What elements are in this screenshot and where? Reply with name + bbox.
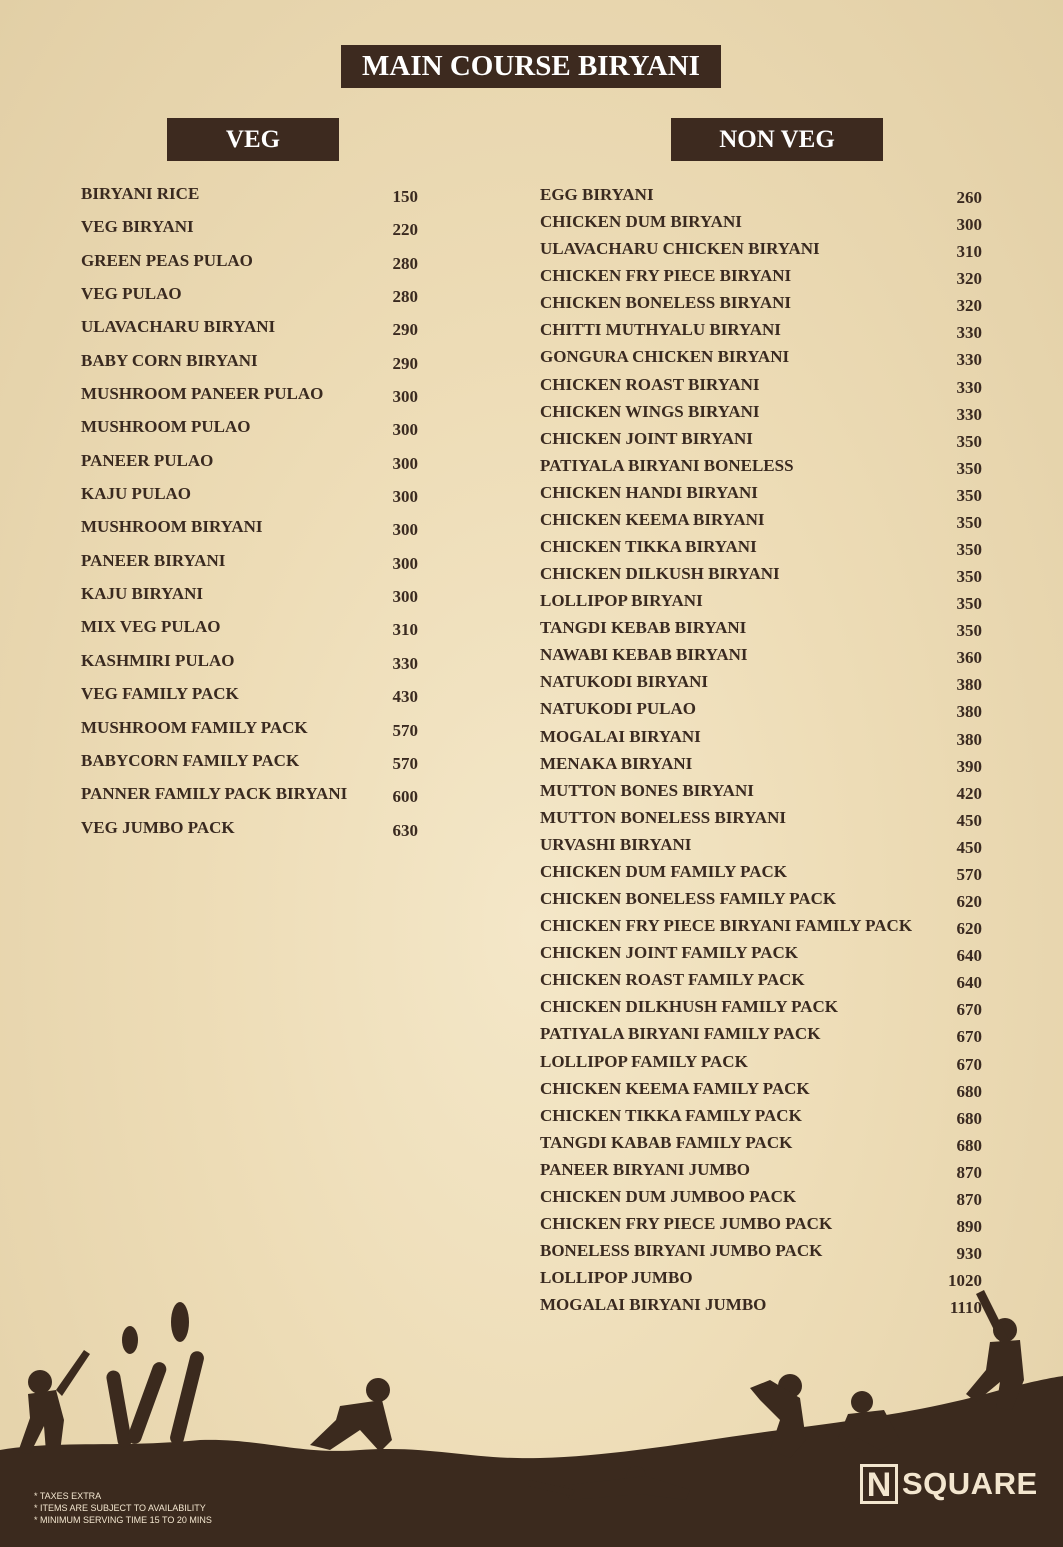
veg-menu-list (81, 184, 418, 851)
menu-item-price: 350 (956, 540, 982, 560)
menu-item-price: 870 (956, 1189, 982, 1209)
menu-item-price: 320 (956, 296, 982, 316)
menu-item-name: CHICKEN DILKHUSH FAMILY PACK (540, 997, 838, 1017)
menu-item (540, 997, 982, 1024)
nonveg-heading: NON VEG (671, 118, 883, 161)
menu-item-price: 640 (956, 973, 982, 993)
menu-item (540, 1241, 982, 1268)
menu-item-name: PANEER BIRYANI (81, 550, 226, 570)
menu-item (540, 1079, 982, 1106)
menu-item (81, 784, 418, 817)
menu-item (540, 889, 982, 916)
menu-item-price: 300 (392, 487, 418, 507)
menu-item-price: 300 (956, 215, 982, 235)
menu-item-price: 630 (392, 820, 418, 840)
menu-item-price: 320 (956, 269, 982, 289)
menu-item (540, 618, 982, 645)
menu-item-price: 350 (956, 485, 982, 505)
menu-item-price: 380 (956, 729, 982, 749)
menu-item-price: 350 (956, 621, 982, 641)
menu-item (81, 251, 418, 284)
menu-item-name: CHICKEN HANDI BIRYANI (540, 482, 758, 502)
menu-item-name: GONGURA CHICKEN BIRYANI (540, 347, 790, 367)
menu-item-price: 640 (956, 946, 982, 966)
menu-item (540, 456, 982, 483)
menu-item-name: MUTTON BONELESS BIRYANI (540, 807, 786, 827)
menu-item-name: CHICKEN FRY PIECE BIRYANI (540, 266, 792, 286)
menu-item-name: CHICKEN JOINT FAMILY PACK (540, 943, 799, 963)
menu-item (540, 1024, 982, 1051)
menu-item (81, 517, 418, 550)
menu-item-name: CHICKEN DUM BIRYANI (540, 212, 742, 232)
menu-item (81, 317, 418, 350)
menu-item-name: LOLLIPOP JUMBO (540, 1268, 693, 1288)
menu-item-name: VEG PULAO (81, 284, 182, 304)
menu-item (81, 684, 418, 717)
menu-item-price: 450 (956, 837, 982, 857)
menu-item-price: 420 (956, 783, 982, 803)
menu-item (81, 484, 418, 517)
menu-item-name: NAWABI KEBAB BIRYANI (540, 645, 748, 665)
menu-item-price: 930 (956, 1244, 982, 1264)
menu-item (540, 1160, 982, 1187)
brand-logo (860, 1462, 1038, 1506)
menu-item-price: 570 (392, 720, 418, 740)
menu-item (540, 185, 982, 212)
menu-item-price: 390 (956, 756, 982, 776)
menu-item-name: PANEER BIRYANI JUMBO (540, 1159, 751, 1179)
menu-item (81, 818, 418, 851)
menu-item (540, 375, 982, 402)
menu-item-price: 300 (392, 553, 418, 573)
menu-item-name: GREEN PEAS PULAO (81, 250, 253, 270)
menu-item-price: 300 (392, 387, 418, 407)
menu-item (540, 699, 982, 726)
menu-item-name: ULAVACHARU CHICKEN BIRYANI (540, 239, 820, 259)
menu-item-price: 330 (956, 350, 982, 370)
menu-item-price: 280 (392, 287, 418, 307)
menu-item (540, 943, 982, 970)
menu-item-name: CHITTI MUTHYALU BIRYANI (540, 320, 781, 340)
menu-item-price: 300 (392, 420, 418, 440)
menu-item-price: 350 (956, 594, 982, 614)
menu-item-price: 890 (956, 1216, 982, 1236)
menu-item (540, 564, 982, 591)
menu-item-price: 1110 (949, 1298, 982, 1318)
menu-item-name: CHICKEN KEEMA FAMILY PACK (540, 1078, 810, 1098)
menu-item (540, 1187, 982, 1214)
menu-item (540, 727, 982, 754)
menu-item-price: 150 (392, 187, 418, 206)
menu-item-name: MUTTON BONES BIRYANI (540, 780, 754, 800)
menu-item-name: BONELESS BIRYANI JUMBO PACK (540, 1241, 823, 1261)
menu-item (540, 1133, 982, 1160)
menu-item-price: 260 (956, 188, 982, 207)
menu-item-price: 680 (956, 1081, 982, 1101)
menu-item (540, 212, 982, 239)
menu-item-name: PATIYALA BIRYANI FAMILY PACK (540, 1024, 821, 1044)
menu-item-price: 350 (956, 512, 982, 532)
menu-item (81, 651, 418, 684)
menu-item-price: 430 (392, 687, 418, 707)
menu-item-name: MUSHROOM BIRYANI (81, 517, 263, 537)
menu-item-name: CHICKEN WINGS BIRYANI (540, 401, 760, 421)
menu-item-name: LOLLIPOP BIRYANI (540, 591, 703, 611)
menu-item-price: 670 (956, 1000, 982, 1020)
menu-item-price: 600 (392, 787, 418, 807)
menu-item (540, 1106, 982, 1133)
note-taxes: * TAXES EXTRA (34, 1491, 102, 1501)
menu-item-price: 310 (392, 620, 418, 640)
menu-item-name: CHICKEN ROAST FAMILY PACK (540, 970, 805, 990)
menu-item (540, 510, 982, 537)
menu-item-name: CHICKEN BONELESS BIRYANI (540, 293, 792, 313)
menu-item-name: VEG FAMILY PACK (81, 684, 239, 704)
menu-item (81, 584, 418, 617)
menu-item-name: LOLLIPOP FAMILY PACK (540, 1051, 748, 1071)
menu-item (540, 862, 982, 889)
menu-item-name: CHICKEN FRY PIECE JUMBO PACK (540, 1213, 833, 1233)
menu-item-name: VEG BIRYANI (81, 217, 194, 237)
menu-item (81, 417, 418, 450)
menu-item-price: 450 (956, 810, 982, 830)
menu-item-name: TANGDI KABAB FAMILY PACK (540, 1132, 793, 1152)
menu-item-price: 280 (392, 253, 418, 273)
menu-item-price: 300 (392, 587, 418, 607)
menu-item-name: MENAKA BIRYANI (540, 753, 693, 773)
menu-item-name: CHICKEN ROAST BIRYANI (540, 374, 760, 394)
logo-mark: N (860, 1464, 898, 1504)
menu-item-name: TANGDI KEBAB BIRYANI (540, 618, 747, 638)
nonveg-menu-list (540, 185, 982, 1322)
menu-item-name: BABYCORN FAMILY PACK (81, 750, 300, 770)
menu-item-name: PANNER FAMILY PACK BIRYANI (81, 784, 348, 804)
veg-heading: VEG (167, 118, 339, 161)
menu-item (540, 1214, 982, 1241)
menu-item (81, 718, 418, 751)
menu-item-price: 620 (956, 919, 982, 939)
menu-item-price: 570 (392, 753, 418, 773)
menu-item (540, 239, 982, 266)
menu-item (540, 916, 982, 943)
menu-item-price: 670 (956, 1054, 982, 1074)
menu-item-price: 300 (392, 453, 418, 473)
menu-item-price: 330 (392, 653, 418, 673)
menu-item-name: NATUKODI BIRYANI (540, 672, 709, 692)
menu-item-name: CHICKEN DUM JUMBOO PACK (540, 1186, 797, 1206)
menu-item-name: BIRYANI RICE (81, 184, 200, 203)
menu-item-name: MUSHROOM FAMILY PACK (81, 717, 308, 737)
menu-item (540, 645, 982, 672)
menu-item-name: MOGALAI BIRYANI JUMBO (540, 1295, 767, 1315)
menu-item (540, 429, 982, 456)
menu-item-name: PATIYALA BIRYANI BONELESS (540, 455, 794, 475)
menu-item-price: 680 (956, 1135, 982, 1155)
menu-item (81, 551, 418, 584)
menu-item-price: 310 (956, 242, 982, 262)
menu-item-name: ULAVACHARU BIRYANI (81, 317, 276, 337)
menu-item-name: BABY CORN BIRYANI (81, 350, 258, 370)
menu-item (540, 402, 982, 429)
menu-item-price: 330 (956, 323, 982, 343)
menu-item-price: 350 (956, 458, 982, 478)
menu-item (540, 266, 982, 293)
menu-item-price: 1020 (948, 1271, 982, 1291)
menu-item (81, 751, 418, 784)
menu-item-name: CHICKEN FRY PIECE BIRYANI FAMILY PACK (540, 916, 913, 936)
menu-item-name: CHICKEN TIKKA FAMILY PACK (540, 1105, 802, 1125)
menu-item (540, 293, 982, 320)
menu-item-name: MUSHROOM PULAO (81, 417, 251, 437)
menu-item-price: 380 (956, 675, 982, 695)
page-title: MAIN COURSE BIRYANI (341, 45, 721, 88)
menu-item-name: MOGALAI BIRYANI (540, 726, 701, 746)
menu-item-name: CHICKEN KEEMA BIRYANI (540, 509, 765, 529)
menu-item-name: CHICKEN JOINT BIRYANI (540, 428, 753, 448)
menu-item-name: CHICKEN DILKUSH BIRYANI (540, 564, 780, 584)
menu-item-price: 290 (392, 320, 418, 340)
menu-item (81, 384, 418, 417)
menu-item (81, 184, 418, 217)
menu-item (540, 591, 982, 618)
menu-item (540, 672, 982, 699)
menu-item-price: 220 (392, 220, 418, 240)
menu-item-name: CHICKEN BONELESS FAMILY PACK (540, 889, 837, 909)
menu-item-price: 870 (956, 1162, 982, 1182)
menu-item (540, 537, 982, 564)
footer-notes (34, 1490, 212, 1526)
menu-item-name: NATUKODI PULAO (540, 699, 696, 719)
menu-item (540, 781, 982, 808)
menu-item-name: MUSHROOM PANEER PULAO (81, 384, 324, 404)
menu-item-price: 350 (956, 431, 982, 451)
menu-item-price: 570 (956, 864, 982, 884)
menu-item-price: 360 (956, 648, 982, 668)
menu-item (540, 754, 982, 781)
menu-item-name: KASHMIRI PULAO (81, 650, 235, 670)
menu-item-name: CHICKEN DUM FAMILY PACK (540, 861, 787, 881)
note-serving-time: * MINIMUM SERVING TIME 15 TO 20 MINS (34, 1515, 212, 1525)
menu-item-price: 300 (392, 520, 418, 540)
menu-item-name: VEG JUMBO PACK (81, 817, 235, 837)
menu-item-name: CHICKEN TIKKA BIRYANI (540, 537, 757, 557)
menu-item-name: MIX VEG PULAO (81, 617, 221, 637)
menu-item-name: KAJU BIRYANI (81, 584, 204, 604)
menu-item (81, 451, 418, 484)
menu-item (540, 483, 982, 510)
menu-item (81, 217, 418, 250)
menu-item (81, 617, 418, 650)
menu-item-name: EGG BIRYANI (540, 185, 654, 204)
menu-item-name: PANEER PULAO (81, 450, 214, 470)
menu-item-name: KAJU PULAO (81, 484, 192, 504)
menu-item (540, 320, 982, 347)
menu-item (540, 808, 982, 835)
menu-item-price: 330 (956, 377, 982, 397)
menu-item-name: URVASHI BIRYANI (540, 834, 692, 854)
menu-item (81, 351, 418, 384)
menu-item-price: 290 (392, 353, 418, 373)
menu-item-price: 330 (956, 404, 982, 424)
menu-item-price: 380 (956, 702, 982, 722)
menu-item (540, 347, 982, 374)
menu-item-price: 620 (956, 892, 982, 912)
note-availability: * ITEMS ARE SUBJECT TO AVAILABILITY (34, 1503, 206, 1513)
menu-item-price: 350 (956, 567, 982, 587)
menu-item (540, 835, 982, 862)
menu-item (81, 284, 418, 317)
logo-text: SQUARE (902, 1466, 1038, 1501)
menu-item (540, 970, 982, 997)
menu-item (540, 1052, 982, 1079)
menu-item-price: 670 (956, 1027, 982, 1047)
menu-item-price: 680 (956, 1108, 982, 1128)
